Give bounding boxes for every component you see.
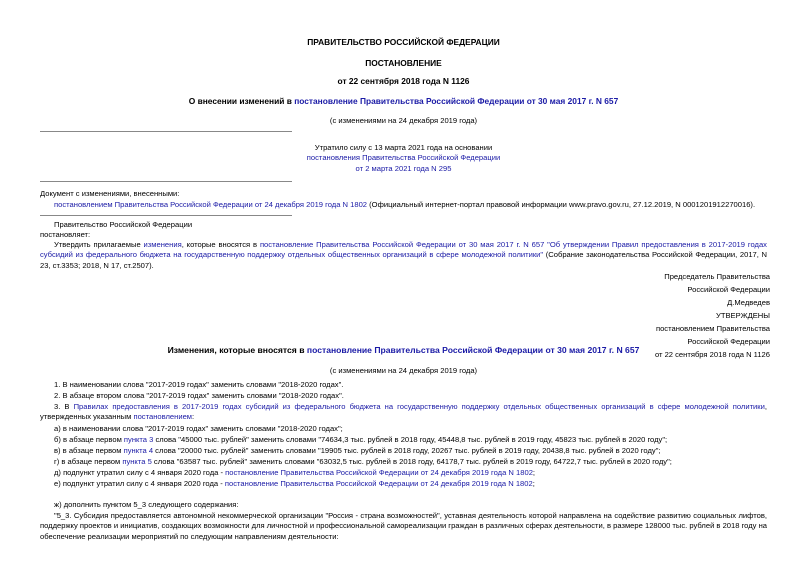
point-5-link[interactable]: пункта 5: [122, 457, 152, 466]
rules-link[interactable]: Правилах предоставления в 2017-2019 годах субсидий из федерального бюджета на государственную поддержку отдельных общественных организаций в сфере молодежной политики: [73, 402, 765, 411]
expired-note: [272, 143, 535, 174]
expired-line: Утратило силу с 13 марта 2021 года на основании: [314, 143, 493, 152]
changes-link[interactable]: изменения: [143, 240, 182, 249]
sub-item-zh: ж) дополнить пунктом 5_3 следующего содержания:: [54, 500, 239, 509]
approve-text: , которые вносятся в: [181, 240, 260, 249]
changes-title: [0, 345, 807, 357]
preamble-decides: постановляет:: [40, 230, 91, 239]
signature-line: Российской Федерации: [687, 285, 770, 294]
resolution-1802-link[interactable]: постановление Правительства Российской Федерации от 24 декабря 2019 года N 1802: [224, 479, 533, 488]
sub-item-v: [40, 446, 767, 456]
item-3-text: :: [192, 412, 195, 422]
sub-item-text: е) подпункт утратил силу с 4 января 2020 года -: [54, 479, 225, 488]
approved-heading: УТВЕРЖДЕНЫ: [716, 311, 770, 320]
doc-title: [0, 96, 807, 107]
divider: [40, 131, 292, 132]
sub-item-text: слова "20000 тыс. рублей" заменить словами "19905 тыс. рублей в 2018 году, 20267 тыс. рублей в 2019 году, 20438,8 тыс. рублей в 2020 году";: [153, 446, 661, 455]
sub-item-e: [40, 479, 767, 489]
doc-type-heading: ПОСТАНОВЛЕНИЕ: [365, 58, 442, 68]
changes-amended: (с изменениями на 24 декабря 2019 года): [329, 366, 478, 375]
preamble-org: Правительство Российской Федерации: [54, 220, 193, 229]
changes-doc-label: Документ с изменениями, внесенными:: [40, 189, 180, 198]
sub-item-d: [40, 468, 767, 478]
resolution-1802-link[interactable]: постановление Правительства Российской Федерации от 24 декабря 2019 года N 1802: [225, 468, 533, 477]
changes-title-prefix: Изменения, которые вносятся в: [167, 345, 307, 355]
approved-line: Российской Федерации: [687, 337, 770, 346]
item-3-text: , утвержденных указанным: [40, 402, 767, 422]
doc-title-prefix: О внесении изменений в: [188, 96, 295, 106]
sub-item-text: д) подпункт утратил силу с 4 января 2020 года -: [54, 468, 226, 477]
doc-title-link[interactable]: постановление Правительства Российской Федерации от 30 мая 2017 г. N 657: [294, 96, 619, 106]
approve-text: Утвердить прилагаемые: [54, 240, 144, 249]
expired-link-1[interactable]: постановления Правительства Российской Федерации: [306, 153, 501, 163]
changes-doc-source: (Официальный интернет-портал правовой информации www.pravo.gov.ru, 27.12.2019, N 0001201912270016).: [367, 200, 756, 209]
signature-line: Председатель Правительства: [664, 272, 770, 281]
sub-item-b: [40, 435, 767, 445]
sub-item-text: ;: [532, 468, 536, 477]
item-3: [40, 402, 767, 423]
sub-item-text: в) в абзаце первом: [54, 446, 124, 455]
divider: [40, 181, 292, 182]
divider: [40, 215, 292, 216]
sub-item-text: б) в абзаце первом: [54, 435, 124, 444]
sub-item-g: [40, 457, 767, 467]
expired-link-2[interactable]: от 2 марта 2021 года N 295: [355, 163, 452, 173]
changes-doc-line: [54, 200, 767, 210]
sub-item-text: ;: [532, 479, 535, 488]
approved-line: постановлением Правительства: [655, 324, 770, 333]
paragraph-5-3: "5_3. Субсидия предоставляется автономной некоммерческой организации "Россия - страна возможностей", уставная деятельность которой направлена на содействие развитию социальных лифтов, поддержку проектов и инициатив, создающих возможности для личностной и профессиональной самореализации граждан в различных сферах деятельности, в размере 128000 тыс. рублей в 2018 году на обеспечение реализации мероприятий по следующим направлениям деятельности:: [40, 511, 767, 541]
resolution-link[interactable]: постановлением: [133, 412, 193, 422]
changes-title-link[interactable]: постановление Правительства Российской Федерации от 30 мая 2017 г. N 657: [306, 345, 640, 355]
org-heading: ПРАВИТЕЛЬСТВО РОССИЙСКОЙ ФЕДЕРАЦИИ: [307, 37, 500, 47]
point-3-link[interactable]: пункта 3: [123, 435, 154, 444]
amended-note: (с изменениями на 24 декабря 2019 года): [329, 116, 478, 125]
point-4-link[interactable]: пункта 4: [123, 446, 154, 455]
approve-source: (Собрание законодательства Российской Федерации, 2017, N 23, ст.3353; 2018, N 17, ст.2507).: [40, 250, 767, 270]
item-2: 2. В абзаце втором слова "2017-2019 годах" заменить словами "2018-2020 годах".: [54, 391, 344, 400]
signature-name: Д.Медведев: [727, 298, 770, 307]
date-number: от 22 сентября 2018 года N 1126: [337, 76, 470, 86]
sub-item-text: г) в абзаце первом: [54, 457, 123, 466]
approve-paragraph: [40, 240, 767, 271]
item-3-text: 3. В: [54, 402, 74, 411]
resolution-657-link[interactable]: постановление Правительства Российской Федерации от 30 мая 2017 г. N 657 "Об утверждении Правил предоставления в 2017-2019 годах субсидий из федерального бюджета на государственную поддержку отдельных общественных организаций в сфере молодежной политики": [40, 240, 767, 260]
sub-item-text: слова "63587 тыс. рублей" заменить словами "63032,5 тыс. рублей в 2018 году, 64178,7 тыс. рублей в 2019 году, 64722,7 тыс. рублей в 2020 году";: [151, 457, 672, 466]
sub-item-text: слова "45000 тыс. рублей" заменить словами "74634,3 тыс. рублей в 2018 году, 45448,8 тыс. рублей в 2019 году, 45823 тыс. рублей в 2020 году";: [153, 435, 668, 444]
approved-date: от 22 сентября 2018 года N 1126: [654, 350, 770, 359]
changes-doc-link[interactable]: постановлением Правительства Российской Федерации от 24 декабря 2019 года N 1802: [54, 200, 368, 209]
item-1: 1. В наименовании слова "2017-2019 годах" заменить словами "2018-2020 годах".: [54, 380, 344, 389]
sub-item-a: а) в наименовании слова "2017-2019 годах" заменить словами "2018-2020 годах";: [54, 424, 343, 433]
